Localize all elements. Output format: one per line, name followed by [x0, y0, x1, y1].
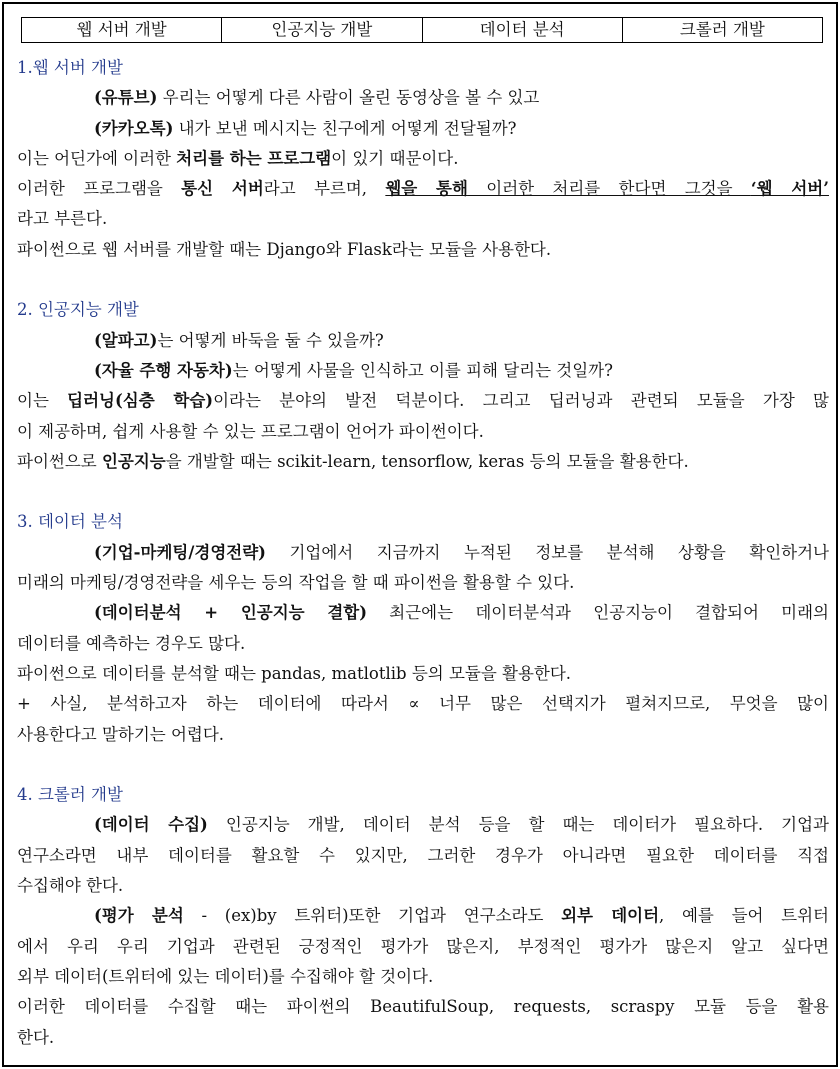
paragraph-line: 수집해야 한다.: [17, 876, 124, 896]
paragraph-line: (기업-마케팅/경영전략) 기업에서 지금까지 누적된 정보를 분석해 상황을 확인하거나: [94, 542, 829, 562]
paragraph-line: 파이썬으로 데이터를 분석할 때는 pandas, matlotlib 등의 모듈을 활용한다.: [17, 663, 572, 683]
paragraph-line: 라고 부른다.: [17, 209, 108, 229]
section-4-title: 4. 크롤러 개발: [17, 785, 123, 805]
paragraph-line: 외부 데이터(트위터에 있는 데이터)를 수집해야 할 것이다.: [17, 966, 434, 986]
document-page: [2, 2, 838, 1067]
paragraph-line: + 사실, 분석하고자 하는 데이터에 따라서 ∝ 너무 많은 선택지가 펼쳐지므로, 무엇을 많이: [17, 694, 829, 714]
paragraph-line: 데이터를 예측하는 경우도 많다.: [17, 633, 246, 653]
paragraph-line: (자율 주행 자동차)는 어떻게 사물을 인식하고 이를 피해 달리는 것일까?: [94, 360, 613, 380]
paragraph-line: 이러한 데이터를 수집할 때는 파이썬의 BeautifulSoup, requests, scraspy 모듈 등을 활용: [17, 997, 829, 1017]
paragraph-line: 이는 어딘가에 이러한 처리를 하는 프로그램이 있기 때문이다.: [17, 148, 459, 168]
paragraph-line: 이는 딥러닝(심층 학습)이라는 분야의 발전 덕분이다. 그리고 딥러닝과 관련되 모듈을 가장 많: [17, 391, 829, 411]
header-cell-crawler: 크롤러 개발: [679, 20, 765, 39]
paragraph-line: 연구소라면 내부 데이터를 활요할 수 있지만, 그러한 경우가 아니라면 필요한 데이터를 직접: [17, 845, 829, 865]
paragraph-line: 미래의 마케팅/경영전략을 세우는 등의 작업을 할 때 파이썬을 활용할 수 있다.: [17, 573, 575, 593]
paragraph-line: 파이썬으로 웹 서버를 개발할 때는 Django와 Flask라는 모듈을 사용한다.: [17, 239, 552, 259]
document-body: [17, 53, 829, 1053]
paragraph-line: (카카오톡) 내가 보낸 메시지는 친구에게 어떻게 전달될까?: [94, 118, 517, 138]
header-cell-ai: 인공지능 개발: [222, 18, 422, 42]
header-cell-data-analysis: 데이터 분석: [423, 18, 623, 42]
paragraph-line: (평가 분석 - (ex)by 트위터)또한 기업과 연구소라도 외부 데이터, 예를 들어 트위터: [94, 906, 829, 926]
paragraph-line: 파이썬으로 인공지능을 개발할 때는 scikit-learn, tensorflow, keras 등의 모듈을 활용한다.: [17, 451, 689, 471]
paragraph-line: 이러한 프로그램을 통신 서버라고 부르며, 웹을 통해 이러한 처리를 한다면 그것을 ‘웹 서버’: [17, 179, 829, 199]
paragraph-line: 한다.: [17, 1027, 55, 1047]
section-1-title: 1.웹 서버 개발: [17, 58, 123, 77]
paragraph-line: (알파고)는 어떻게 바둑을 둘 수 있을까?: [94, 330, 384, 350]
paragraph-line: (유튜브) 우리는 어떻게 다른 사람이 올린 동영상을 볼 수 있고: [94, 88, 540, 108]
paragraph-line: 에서 우리 우리 기업과 관련된 긍정적인 평가가 많은지, 부정적인 평가가 많은지 알고 싶다면: [17, 936, 829, 956]
paragraph-line: 이 제공하며, 쉽게 사용할 수 있는 프로그램이 언어가 파이썬이다.: [17, 421, 484, 441]
topic-header-table: [21, 17, 823, 43]
paragraph-line: (데이터 수집) 인공지능 개발, 데이터 분석 등을 할 때는 데이터가 필요하다. 기업과: [94, 815, 829, 835]
section-3-title: 3. 데이터 분석: [17, 512, 123, 532]
paragraph-line: (데이터분석 + 인공지능 결합) 최근에는 데이터분석과 인공지능이 결합되어 미래의: [94, 603, 829, 623]
paragraph-line: 사용한다고 말하기는 어렵다.: [17, 724, 225, 744]
section-2-title: 2. 인공지능 개발: [17, 300, 139, 320]
header-cell-web-server: 웹 서버 개발: [22, 18, 222, 42]
